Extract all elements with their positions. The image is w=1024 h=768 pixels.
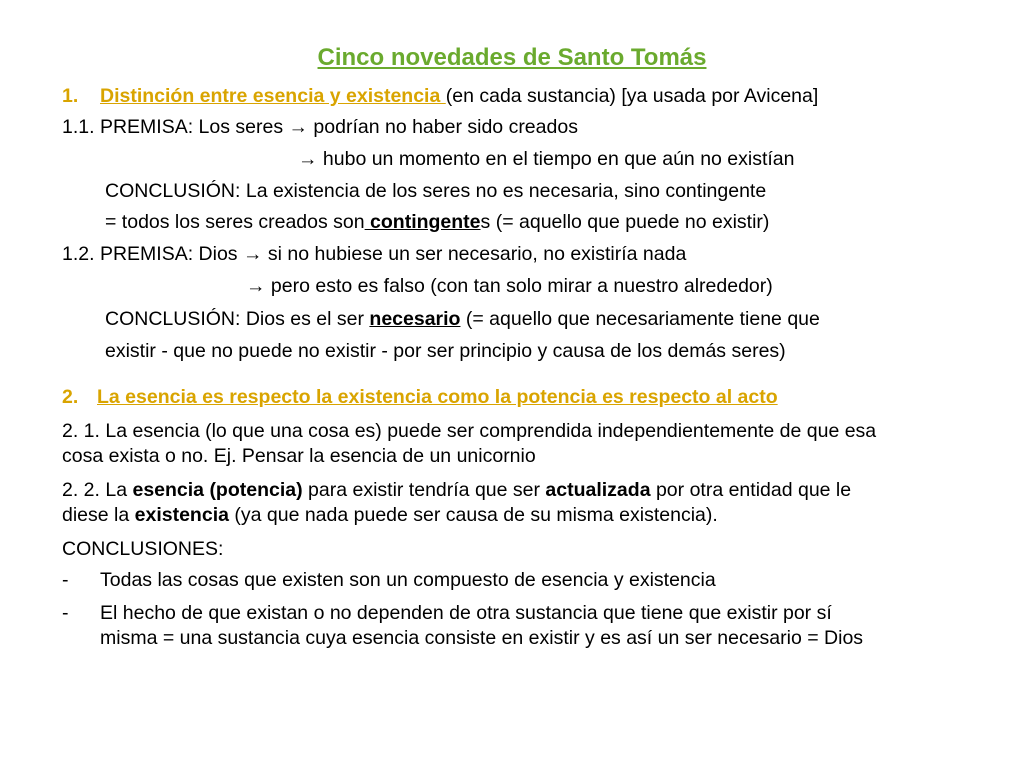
conclusion-1-1-equivalence [105, 210, 769, 234]
conclusion-item-2-dash: - [62, 602, 69, 624]
conclusion-1-1: CONCLUSIÓN: La existencia de los seres no es necesaria, sino contingente [105, 180, 767, 202]
conclusion-item-2-line-1: El hecho de que existan o no dependen de otra sustancia que tiene que existir por sí [100, 602, 832, 624]
slide-title: Cinco novedades de Santo Tomás [317, 44, 707, 71]
premise-1-1: 1.1. PREMISA: Los seres → podrían no haber sido creados [62, 116, 578, 138]
section-2-heading: La esencia es respecto la existencia como la potencia es respecto al acto [97, 386, 778, 408]
point-2-2-line-2-text-a: diese la [62, 504, 135, 526]
esencia-potencia-term: esencia (potencia) [132, 479, 303, 501]
conclusion-1-2-text: CONCLUSIÓN: Dios es el ser [105, 308, 370, 330]
section-1-heading-rest: (en cada sustancia) [ya usada por Avicena] [445, 85, 819, 107]
section-2-number: 2. [62, 386, 79, 408]
conclusion-1-2-continuation: existir - que no puede no existir - por ser principio y causa de los demás seres) [105, 340, 786, 362]
premise-1-1-consequence: → hubo un momento en el tiempo en que aún no existían [298, 148, 795, 170]
conclusion-1-2 [105, 307, 820, 331]
existencia-term: existencia [134, 504, 229, 526]
point-2-2-line-2-text-c: (ya que nada puede ser causa de su misma existencia). [228, 504, 718, 526]
actualizada-term: actualizada [545, 479, 651, 501]
point-2-2-text-e: por otra entidad que le [650, 479, 852, 501]
conclusion-1-2-rest: (= aquello que necesariamente tiene que [460, 308, 820, 330]
point-2-2-line-2 [62, 503, 718, 527]
necesario-term: necesario [369, 308, 461, 330]
premise-1-2: 1.2. PREMISA: Dios → si no hubiese un ser necesario, no existiría nada [62, 243, 687, 265]
equivalence-text: = todos los seres creados son [105, 211, 365, 233]
section-1-heading: Distinción entre esencia y existencia [100, 85, 446, 107]
point-2-2-text-c: para existir tendría que ser [302, 479, 546, 501]
section-1-number: 1. [62, 85, 79, 107]
point-2-2-text-a: 2. 2. La [62, 479, 133, 501]
conclusion-item-2-line-2: misma = una sustancia cuya esencia consiste en existir y es así un ser necesario = Dios [100, 627, 864, 649]
conclusion-item-1: Todas las cosas que existen son un compuesto de esencia y existencia [100, 569, 716, 591]
conclusion-item-1-dash: - [62, 569, 69, 591]
premise-1-2-consequence: → pero esto es falso (con tan solo mirar a nuestro alrededor) [246, 275, 773, 297]
conclusions-label: CONCLUSIONES: [62, 538, 224, 560]
contingentes-term: contingente [364, 211, 481, 233]
equivalence-rest: s (= aquello que puede no existir) [480, 211, 770, 233]
section-1-heading-line [100, 84, 818, 108]
point-2-1-line-2: cosa exista o no. Ej. Pensar la esencia de un unicornio [62, 445, 536, 467]
point-2-2-line-1 [62, 478, 851, 502]
point-2-1-line-1: 2. 1. La esencia (lo que una cosa es) puede ser comprendida independientemente de que esa [62, 420, 877, 442]
